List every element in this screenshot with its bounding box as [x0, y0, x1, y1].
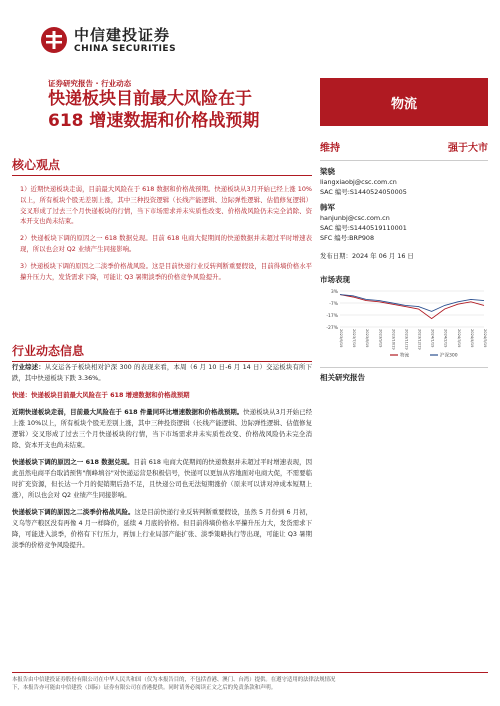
- x-tick-label: 2024/3/19: [456, 329, 461, 348]
- p1-lead: 近期快递板块走弱，目前最大风险在于 618 件量同环比增速数据和价格战预期。: [12, 408, 244, 416]
- x-tick-label: 2024/2/19: [443, 329, 448, 348]
- industry-badge: 物流: [320, 78, 488, 126]
- x-tick-label: 2023/6/19: [339, 329, 343, 348]
- core-point-3: 3）快递板块下调的原因之二淡季价格战风险。这是目前快递行业反转判断重要假设，目前得墒价格水平攥升压力大，发货需求下降，可能让 Q3 暑期淡季的价格竞争风险提升。: [20, 261, 312, 281]
- footer-divider: [12, 672, 488, 673]
- sidebar: [320, 136, 488, 383]
- page-title: [48, 88, 348, 132]
- analyst-1: [320, 167, 488, 197]
- rating-row: [320, 136, 488, 161]
- summary-label: 行业综述：: [12, 363, 45, 371]
- dynamics-heading: 行业动态信息: [12, 342, 312, 362]
- analyst-email[interactable]: liangxiaobj@csc.com.cn: [320, 178, 397, 186]
- x-tick-label: 2024/1/19: [430, 329, 435, 348]
- report-type: 证券研究报告 · 行业动态: [48, 79, 132, 88]
- summary-text: 从交运各子板块相对沪深 300 的表现来看，本周（6 月 10 日-6 月 14 日）交运板块有所下跌，其中快递板块下跌 3.36%。: [12, 363, 313, 382]
- dyn-paragraph-3: [12, 507, 312, 551]
- core-heading: 核心观点: [12, 156, 312, 176]
- title-line-1: 快递板块目前最大风险在于: [48, 89, 252, 109]
- y-tick-label: -27%: [326, 326, 338, 331]
- logo-text-en: CHINA SECURITIES: [74, 44, 177, 54]
- x-tick-label: 2023/12/19: [417, 329, 422, 350]
- x-tick-label: 2023/9/19: [378, 329, 383, 348]
- x-tick-label: 2023/7/19: [352, 329, 357, 348]
- analyst-name: 梁骁: [320, 167, 335, 176]
- p2-text: 目前 618 电商大促期间的快递数据并未超过平时增速表现，因此虽然电商平台取消预售"削峰填谷"对快递运营是积极信号，快递可以更加从容地面对电商大促，不需要临时扩充资源，但长达一个月的促销期后劲不足，且快递公司也无法短期涨价（原来可以讲对冲成本短期上涨），所以也会对 Q2 业绩产生同接影响。: [12, 458, 312, 499]
- x-tick-label: 2024/4/19: [469, 329, 474, 348]
- p3-text: 这是目前快递行业反转判断重要假设，虽然 5 月份到 6 月初，义乌等产粮区没有再像 4 月一样降价，延续 4 月底的价格。但目前得墒价格水平攥升压力大，发货需求下降，可能进入淡季，价格有下行压力，再加上行业局部产能扩张、淡季策略执行等出现，可能让 Q3 暑期淡季的价格竞争风险提升。: [12, 508, 312, 549]
- y-tick-label: -7%: [329, 302, 338, 307]
- legend-label: 沪深300: [440, 353, 458, 359]
- related-reports-heading: 相关研究报告: [320, 367, 488, 383]
- p1-text: 快递板块从3月开始已经上涨 10%以上，所有板块个股无差别上涨，其中三种投资逻辑（长线产能逻辑、边际弹性逻辑、估值修复逻辑）交叉形成了过去三个月快递板块的行情，当下市场需求并未实质性改变、价格战风险仍未完全消除、资本开支也尚未结束。: [12, 408, 312, 449]
- x-tick-label: 2024/5/19: [483, 329, 487, 348]
- analyst-email[interactable]: hanjunbj@csc.com.cn: [320, 214, 390, 222]
- analyst-sac: SAC 编号:S1440524050005: [320, 188, 407, 196]
- summary-paragraph: [12, 362, 312, 384]
- logo-text-cn: 中信建投证券: [74, 26, 171, 44]
- x-tick-label: 2023/8/19: [365, 329, 370, 348]
- dyn-paragraph-1: [12, 407, 312, 451]
- pubdate-label: 发布日期：: [320, 252, 352, 260]
- y-tick-label: 3%: [330, 290, 338, 295]
- rating-value: 强于大市: [448, 143, 488, 154]
- footer-disclaimer: [12, 676, 488, 692]
- publish-date: [320, 251, 488, 260]
- express-subhead: 快递：快递板块目前最大风险在于 618 增速数据和价格战预期: [12, 391, 190, 399]
- core-section: [12, 156, 312, 288]
- y-tick-label: -17%: [326, 314, 338, 319]
- pubdate-value: 2024 年 06 月 16 日: [351, 252, 414, 260]
- dynamics-body: [12, 362, 312, 557]
- footer-line-1: 本报告由中信建投证券股份有限公司在中华人民共和国（仅为本报告目的，不包括香港、澳门、台湾）提供。在遵守适用的法律法规情况: [12, 677, 336, 683]
- p3-lead: 快递板块下调的原因之二淡季价格战风险。: [12, 508, 135, 516]
- logo-mark-icon: [40, 26, 68, 54]
- x-tick-label: 2023/11/19: [404, 329, 409, 350]
- core-point-2: 2）快递板块下调的原因之一 618 数据兑现。目前 618 电商大促期间的快递数据并未超过平时增速表现，所以也会对 Q2 业绩产生同接影响。: [20, 234, 312, 253]
- analyst-sfc: SFC 编号:BRP908: [320, 234, 375, 242]
- analyst-2: [320, 203, 488, 243]
- footer-line-2: 下，本报告亦可能由中信建投（国际）证券有限公司在香港提供。同时请务必阅读正文之后的免责条款和声明。: [12, 685, 277, 691]
- rating-label: 维持: [320, 143, 340, 154]
- dyn-paragraph-2: [12, 457, 312, 501]
- market-performance-heading: 市场表现: [320, 275, 350, 284]
- analyst-name: 韩军: [320, 203, 335, 212]
- legend-label: 物流: [400, 353, 409, 359]
- company-logo: [40, 22, 210, 62]
- x-tick-label: 2023/10/19: [391, 329, 396, 350]
- analyst-sac: SAC 编号:S1440519110001: [320, 224, 407, 232]
- core-point-1: 1）近期快递板块走弱，目前最大风险在于 618 数据和价格战预期。快递板块从3月开始已经上涨 10%以上，所有板块个股无差别上涨，其中三种投资逻辑（长线产能逻辑、边际弹性逻辑、估值修复逻辑）交叉形成了过去三个月快递板块的行情，当下市场需求并未实质性改变、价格战风险仍未完全消除、资本开支也尚未结束。: [20, 185, 312, 226]
- title-line-2: 618 增速数据和价格战预期: [48, 111, 260, 131]
- market-performance-chart: [320, 287, 488, 359]
- p2-lead: 快递板块下调的原因之一 618 数据兑现。: [12, 458, 134, 466]
